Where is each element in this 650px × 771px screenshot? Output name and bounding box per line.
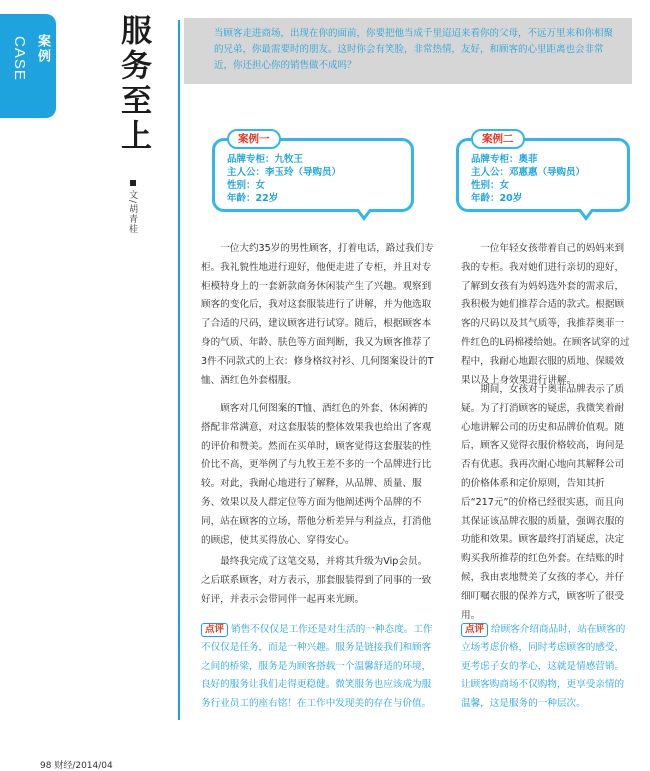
case-one-details <box>227 153 341 205</box>
case-one-card <box>212 133 414 212</box>
case-two-paragraph: 期间，女孩对于奥菲品牌表示了质疑。为了打消顾客的疑虑，我微笑着耐心地讲解公司的历史和品牌价值观。随后，顾客又觉得衣服价格较高，询问是否有优惠。我再次耐心地向其解释公司的价格体系和定价原则，告知其折后“217元”的价格已经很实惠，而且向其保证该品牌衣服的质量，强调衣服的功能和效果。顾客最终打消疑虑，决定购买我所推荐的红色外套。在结账的时候，我由衷地赞美了女孩的孝心，并仔细叮嘱衣服的保养方式，顾客听了很受用。 <box>461 384 625 621</box>
case-two-tag: 案例二 <box>471 129 525 149</box>
case-two-details <box>471 153 585 205</box>
case-one-gender: 性别：女 <box>227 180 266 191</box>
section-tab-label-en: CASE <box>11 36 28 81</box>
case-one-brand: 品牌专柜：九牧王 <box>227 154 304 165</box>
section-tab <box>0 14 56 118</box>
case-one-age: 年龄：22岁 <box>227 193 279 204</box>
comment-text: 销售不仅仅是工作还是对生活的一种态度。工作不仅仅是任务，而是一种兴趣。服务是链接我们和顾客之间的桥梁，服务是为顾客搭载一个温馨舒适的环境，良好的服务让我们走得更稳健。微笑服务也应该成为服务行业员工的座右铭！在工作中发现美的存在与价值。 <box>201 624 433 709</box>
case-one-paragraph: 一位大约35岁的男性顾客，打着电话，路过我们专柜。我礼貌性地进行迎好，他便走进了专柜，并且对专柜模特身上的一套新款商务休闲装产生了兴趣。观察到顾客的变化后，我对这套服装进行了讲解，并为他选取了合适的尺码，建议顾客进行试穿。随后，根据顾客本身的气质、年龄、肤色等方面判断，我又为顾客推荐了3件不同款式的上衣：修身格纹衬衫、几何图案设计的T恤、酒红色外套榻服。 <box>201 243 434 386</box>
intro-text: 当顾客走进商场，出现在你的面前，你要把他当成千里迢迢来看你的父母，不远万里来和你相聚的兄弟，你最需要时的朋友。这时你会有笑脸，非常热情，友好，和顾客的心里距离也会非常近，你还担心你的销售做不成吗？ <box>214 28 614 71</box>
case-two-person: 主人公：邓惠惠（导购员） <box>471 167 586 178</box>
speech-tail-inner <box>580 208 592 216</box>
case-one-comment <box>201 621 434 713</box>
author-marker <box>130 180 136 186</box>
case-one-paragraph: 顾客对几何图案的T恤、酒红色的外套、休闲裤的搭配非常满意，对这套服装的整体效果我也给出了客观的评价和赞美。然而在买单时，顾客觉得这套服装的性价比不高，更举例了与九牧王差不多的一个品牌进行比较。对此，我耐心地进行了解释，从品牌、质量、服务、效果以及人群定位等方面为他阐述两个品牌的不同，站在顾客的立场，帮他分析差异与利益点，打消他的顾虑，使其买得放心、穿得安心。 <box>201 403 432 546</box>
comment-text: 给顾客介绍商品时，站在顾客的立场考虑价格，同时考虑顾客的感受，更考虑子女的孝心，这就是情感营销。让顾客购商场不仅购物，更享受亲情的温馨，这是服务的一种层次。 <box>461 624 626 709</box>
speech-tail-inner <box>358 208 370 216</box>
case-one-person: 主人公：李玉玲（导购员） <box>227 167 342 178</box>
page-title: 服务至上 <box>115 14 151 154</box>
divider-line <box>178 20 180 720</box>
comment-label: 点评 <box>201 623 228 637</box>
case-two-paragraph: 一位年轻女孩带着自己的妈妈来到我的专柜。我对她们进行亲切的迎好，了解到女孩有为妈妈选外套的需求后，我积极为她们推荐合适的款式。根据顾客的尺码以及其气质等，我推荐奥菲一件红色的L码棉褛给她。在顾客试穿的过程中，我耐心地跟衣服的质地、保暖效果以及上身效果进行讲解。 <box>461 243 630 386</box>
section-tab-label: 案例 <box>35 34 50 64</box>
case-two-gender: 性别：女 <box>471 180 510 191</box>
case-two-comment <box>461 621 631 713</box>
author-byline: 文/胡青桂 <box>127 190 137 235</box>
case-two-brand: 品牌专柜：奥菲 <box>471 154 538 165</box>
case-two-card <box>456 133 630 212</box>
case-one-paragraph: 最终我完成了这笔交易，并将其升级为Vip会员。之后联系顾客，对方表示，那套服装得到了同事的一致好评，并表示会带同伴一起再来光顾。 <box>201 556 432 605</box>
intro-box <box>184 18 632 84</box>
case-one-tag: 案例一 <box>227 129 281 149</box>
page-footer: 98 财经/2014/04 <box>40 761 113 771</box>
comment-label: 点评 <box>461 623 488 637</box>
case-two-age: 年龄：20岁 <box>471 193 523 204</box>
